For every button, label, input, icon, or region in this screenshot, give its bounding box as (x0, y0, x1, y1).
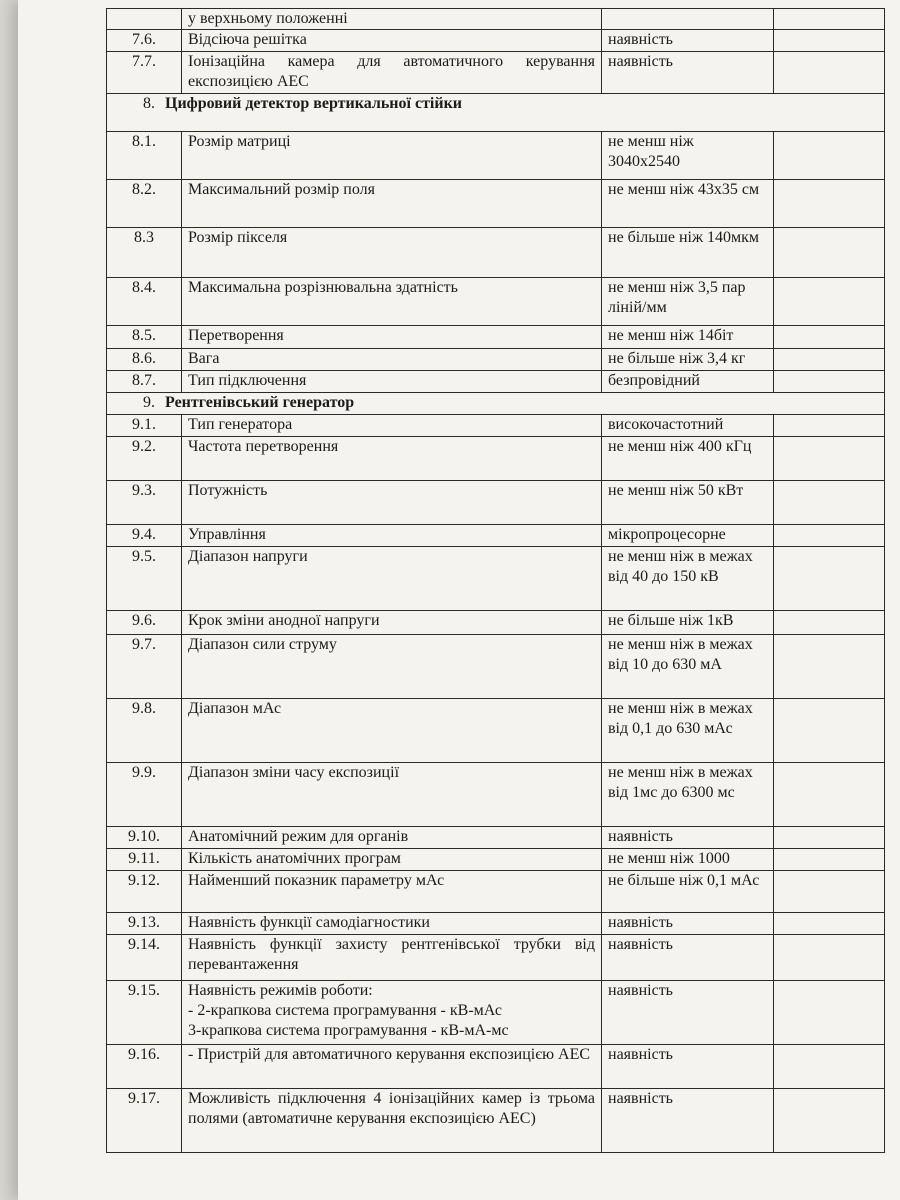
parameter-name-cell (182, 481, 602, 525)
specification-table-body (107, 9, 885, 1153)
empty-cell (774, 9, 885, 30)
section-title: Рентгенівський генератор (165, 394, 355, 411)
empty-cell (774, 180, 885, 228)
parameter-name: Тип підключення (188, 372, 307, 389)
parameter-name: Діапазон сили струму (188, 636, 337, 653)
parameter-name-cell (182, 611, 602, 635)
parameter-name: Перетворення (188, 327, 284, 344)
parameter-subline: - 2-крапкова система програмування - кВ-мАс (188, 1002, 503, 1019)
item-number: 9.6. (107, 611, 182, 635)
parameter-name-cell (182, 9, 602, 30)
empty-cell (774, 52, 885, 94)
specification-table (106, 8, 885, 1153)
empty-cell (774, 611, 885, 635)
parameter-name-cell (182, 913, 602, 935)
empty-cell (774, 935, 885, 981)
parameter-name-cell (182, 827, 602, 849)
table-row (107, 935, 885, 981)
section-header-row (107, 393, 885, 415)
table-row (107, 132, 885, 180)
item-number: 9.17. (107, 1089, 182, 1153)
item-number: 9.14. (107, 935, 182, 981)
table-row (107, 849, 885, 871)
table-row (107, 180, 885, 228)
empty-cell (774, 30, 885, 52)
empty-cell (774, 981, 885, 1045)
item-number: 8.5. (107, 326, 182, 349)
item-number: 9.1. (107, 415, 182, 437)
parameter-name: Наявність режимів роботи: (188, 982, 373, 999)
table-row (107, 827, 885, 849)
parameter-name: Частота перетворення (188, 438, 339, 455)
parameter-name-cell (182, 849, 602, 871)
parameter-name-cell (182, 180, 602, 228)
parameter-value: не більше ніж 140мкм (602, 228, 774, 278)
empty-cell (774, 349, 885, 371)
parameter-name: у верхньому положенні (188, 10, 348, 27)
empty-cell (774, 827, 885, 849)
table-row (107, 30, 885, 52)
section-number: 8. (143, 95, 155, 112)
empty-cell (774, 1045, 885, 1089)
table-row (107, 525, 885, 547)
item-number: 9.2. (107, 437, 182, 481)
item-number (107, 9, 182, 30)
parameter-name: Діапазон мАс (188, 700, 282, 717)
parameter-value: не більше ніж 0,1 мАс (602, 871, 774, 913)
table-row (107, 481, 885, 525)
item-number: 9.4. (107, 525, 182, 547)
parameter-name-cell (182, 547, 602, 611)
empty-cell (774, 525, 885, 547)
parameter-name-cell (182, 1045, 602, 1089)
empty-cell (774, 326, 885, 349)
parameter-name-cell (182, 763, 602, 827)
item-number: 9.12. (107, 871, 182, 913)
item-number: 9.16. (107, 1045, 182, 1089)
item-number: 9.5. (107, 547, 182, 611)
item-number: 9.3. (107, 481, 182, 525)
empty-cell (774, 481, 885, 525)
parameter-value: наявність (602, 827, 774, 849)
table-row (107, 349, 885, 371)
parameter-name: Діапазон зміни часу експозиції (188, 764, 400, 781)
parameter-value: не менш ніж 50 кВт (602, 481, 774, 525)
item-number: 8.1. (107, 132, 182, 180)
parameter-value: наявність (602, 1089, 774, 1153)
parameter-value: не менш ніж в межах від 40 до 150 кВ (602, 547, 774, 611)
item-number: 9.13. (107, 913, 182, 935)
item-number: 8.6. (107, 349, 182, 371)
empty-cell (774, 635, 885, 699)
table-row (107, 635, 885, 699)
parameter-name: Вага (188, 350, 220, 367)
parameter-value (602, 9, 774, 30)
parameter-name-cell (182, 349, 602, 371)
parameter-value: наявність (602, 30, 774, 52)
parameter-name: Відсіюча решітка (188, 31, 307, 48)
table-row (107, 326, 885, 349)
parameter-value: не менш ніж 3,5 пар ліній/мм (602, 278, 774, 326)
parameter-name: Кількість анатомічних програм (188, 850, 401, 867)
parameter-value: наявність (602, 981, 774, 1045)
parameter-name-cell (182, 437, 602, 481)
parameter-name-cell (182, 871, 602, 913)
table-row (107, 415, 885, 437)
table-row (107, 278, 885, 326)
document-page (18, 0, 900, 1200)
parameter-name: Іонізаційна камера для автоматичного керування експозицією АЕС (188, 53, 595, 90)
item-number: 8.3 (107, 228, 182, 278)
section-number: 9. (143, 394, 155, 411)
parameter-name: Управління (188, 526, 266, 543)
item-number: 7.7. (107, 52, 182, 94)
table-row (107, 9, 885, 30)
item-number: 9.10. (107, 827, 182, 849)
parameter-value: не менш ніж 3040х2540 (602, 132, 774, 180)
parameter-name: Діапазон напруги (188, 548, 308, 565)
empty-cell (774, 415, 885, 437)
parameter-name-cell (182, 326, 602, 349)
parameter-name-cell (182, 981, 602, 1045)
parameter-value: не менш ніж в межах від 0,1 до 630 мАс (602, 699, 774, 763)
parameter-value: наявність (602, 913, 774, 935)
empty-cell (774, 871, 885, 913)
item-number: 9.8. (107, 699, 182, 763)
parameter-value: наявність (602, 1045, 774, 1089)
item-number: 8.7. (107, 371, 182, 393)
empty-cell (774, 132, 885, 180)
table-row (107, 437, 885, 481)
parameter-name-cell (182, 52, 602, 94)
table-row (107, 981, 885, 1045)
item-number: 7.6. (107, 30, 182, 52)
parameter-name: - Пристрій для автоматичного керування експозицією АЕС (188, 1046, 591, 1063)
parameter-name-cell (182, 132, 602, 180)
parameter-value: не більше ніж 1кВ (602, 611, 774, 635)
empty-cell (774, 699, 885, 763)
parameter-value: не менш ніж 400 кГц (602, 437, 774, 481)
empty-cell (774, 278, 885, 326)
item-number: 9.15. (107, 981, 182, 1045)
parameter-name-cell (182, 228, 602, 278)
parameter-value: не менш ніж 1000 (602, 849, 774, 871)
parameter-name-cell (182, 635, 602, 699)
empty-cell (774, 228, 885, 278)
parameter-name: Розмір пікселя (188, 229, 288, 246)
parameter-name-cell (182, 935, 602, 981)
parameter-name-cell (182, 699, 602, 763)
table-row (107, 871, 885, 913)
item-number: 9.9. (107, 763, 182, 827)
table-row (107, 52, 885, 94)
parameter-name: Тип генератора (188, 416, 293, 433)
parameter-name-cell (182, 278, 602, 326)
parameter-name-cell (182, 525, 602, 547)
empty-cell (774, 371, 885, 393)
section-header (107, 393, 885, 415)
parameter-name: Наявність функції захисту рентгенівської трубки від перевантаження (188, 936, 595, 973)
parameter-name-cell (182, 415, 602, 437)
empty-cell (774, 1089, 885, 1153)
empty-cell (774, 437, 885, 481)
item-number: 9.7. (107, 635, 182, 699)
parameter-value: не менш ніж 14біт (602, 326, 774, 349)
table-row (107, 1045, 885, 1089)
parameter-subline: 3-крапкова система програмування - кВ-мА-мс (188, 1022, 509, 1039)
parameter-value: високочастотний (602, 415, 774, 437)
table-row (107, 699, 885, 763)
table-row (107, 611, 885, 635)
parameter-name-cell (182, 1089, 602, 1153)
table-row (107, 371, 885, 393)
empty-cell (774, 913, 885, 935)
parameter-name: Крок зміни анодної напруги (188, 612, 380, 629)
parameter-value: не менш ніж 43х35 см (602, 180, 774, 228)
item-number: 8.2. (107, 180, 182, 228)
item-number: 8.4. (107, 278, 182, 326)
parameter-name-cell (182, 30, 602, 52)
parameter-value: не менш ніж в межах від 10 до 630 мА (602, 635, 774, 699)
parameter-value: не більше ніж 3,4 кг (602, 349, 774, 371)
empty-cell (774, 849, 885, 871)
parameter-name: Потужність (188, 482, 268, 499)
parameter-value: наявність (602, 935, 774, 981)
parameter-name: Найменший показник параметру мАс (188, 872, 445, 889)
parameter-name: Максимальний розмір поля (188, 181, 375, 198)
parameter-name: Можливість підключення 4 іонізаційних камер із трьома полями (автоматичне керування експозицією АЕС) (188, 1090, 595, 1127)
parameter-name-cell (182, 371, 602, 393)
section-header (107, 94, 885, 132)
parameter-name: Наявність функції самодіагностики (188, 914, 430, 931)
parameter-name: Розмір матриці (188, 133, 291, 150)
parameter-name: Максимальна розрізнювальна здатність (188, 279, 458, 296)
parameter-value: безпровідний (602, 371, 774, 393)
section-header-row (107, 94, 885, 132)
parameter-name: Анатомічний режим для органів (188, 828, 409, 845)
parameter-value: мікропроцесорне (602, 525, 774, 547)
empty-cell (774, 547, 885, 611)
empty-cell (774, 763, 885, 827)
table-row (107, 913, 885, 935)
parameter-value: не менш ніж в межах від 1мс до 6300 мс (602, 763, 774, 827)
table-row (107, 547, 885, 611)
table-row (107, 763, 885, 827)
section-title: Цифровий детектор вертикальної стійки (165, 95, 463, 112)
table-row (107, 1089, 885, 1153)
item-number: 9.11. (107, 849, 182, 871)
parameter-value: наявність (602, 52, 774, 94)
table-row (107, 228, 885, 278)
